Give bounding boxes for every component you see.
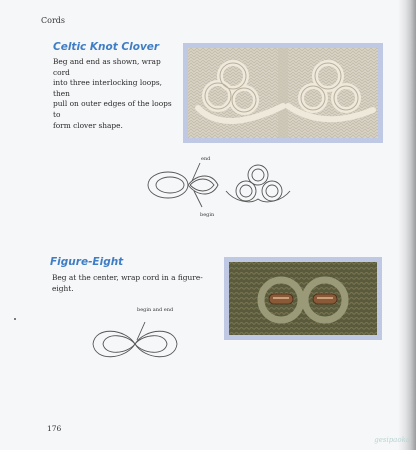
figure-eight-instructions [52,273,222,294]
instruction-line: Beg at the center, wrap cord in a figure-eight. [52,273,203,293]
page-edge-shadow [398,0,416,450]
celtic-knot-instructions [53,57,178,131]
section-title-celtic-knot: Celtic Knot Clover [53,41,160,53]
diagram-label-begin: begin [200,212,215,218]
figure-eight-photo [224,257,382,340]
instruction-line: form clover shape. [53,120,123,130]
knit-swatch-celtic-illustration [188,48,378,138]
margin-mark [14,318,16,320]
figure-eight-diagram [85,318,185,370]
knit-swatch-figure-eight-illustration [229,262,377,335]
page-number: 176 [47,424,62,433]
diagram-label-begin-and-end: begin and end [137,307,174,313]
celtic-knot-diagram [140,155,310,225]
running-header: Cords [41,16,65,25]
instruction-line: Beg and end as shown, wrap cord [53,57,161,77]
celtic-knot-photo [183,43,383,143]
instruction-line: pull on outer edges of the loops to [53,99,172,119]
section-title-figure-eight: Figure-Eight [50,256,124,268]
diagram-label-end: end [201,156,211,162]
instruction-line: into three interlocking loops, then [53,78,163,98]
watermark-signature: gesipaoka [374,436,410,444]
